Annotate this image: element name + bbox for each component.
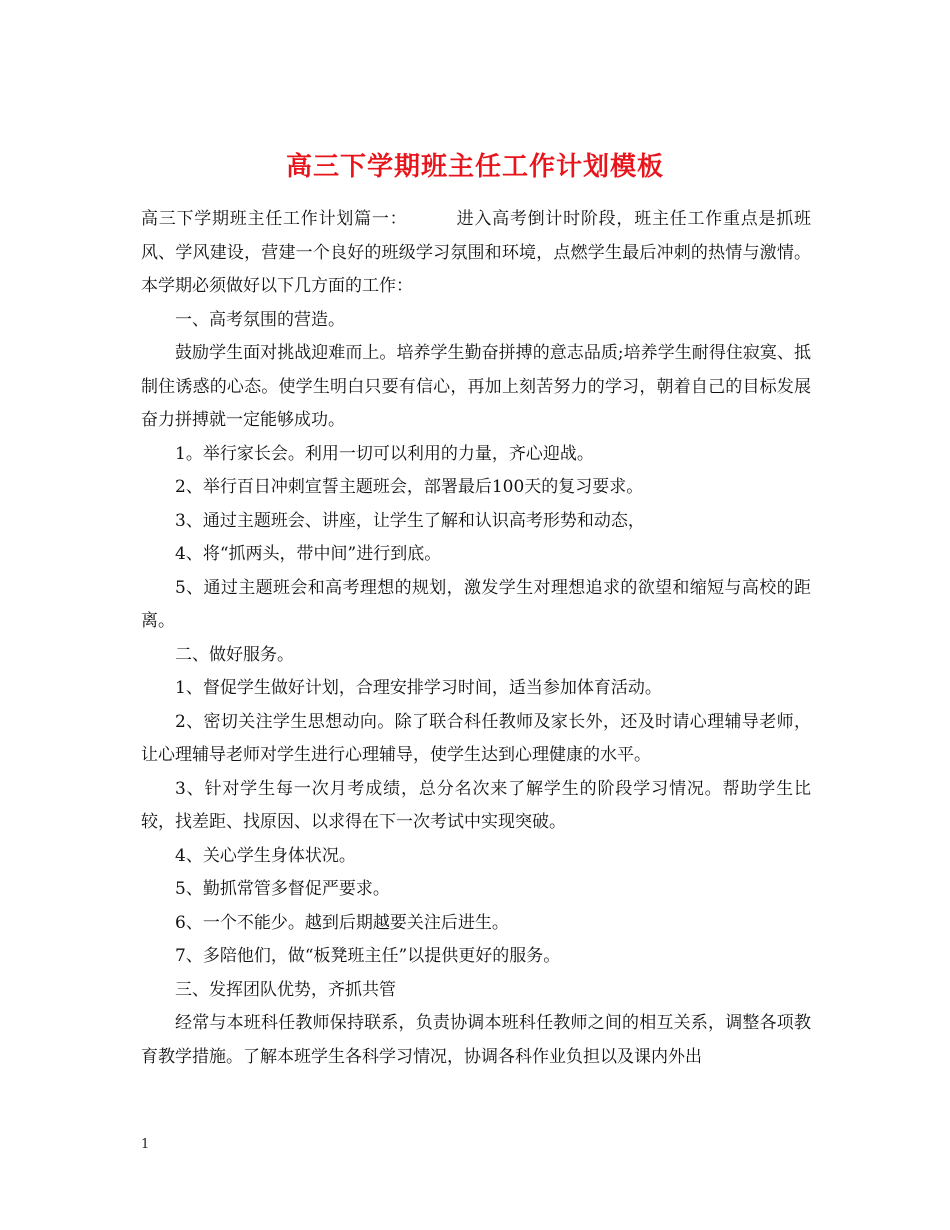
list-item: 4、关心学生身体状况。 (175, 845, 356, 866)
list-item: 5、通过主题班会和高考理想的规划，激发学生对理想追求的欲望和缩短与高校的距离。 (141, 577, 811, 631)
list-item: 4、将“抓两头，带中间”进行到底。 (175, 544, 442, 564)
section-1-paragraph: 鼓励学生面对挑战迎难而上。培养学生勤奋拼搏的意志品质;培养学生耐得住寂寞、抵制住诱惑的心态。使学生明白只要有信心，再加上刻苦努力的学习，朝着自己的目标发展奋力拼搏就一定能够成功。 (141, 343, 811, 430)
list-item: 5、勤抓常管多督促严要求。 (175, 879, 390, 899)
list-item: 1。举行家长会。利用一切可以利用的力量，齐心迎战。 (175, 443, 594, 464)
list-item: 7、多陪他们，做“板凳班主任”以提供更好的服务。 (175, 946, 561, 966)
intro-paragraph: 高三下学期班主任工作计划篇一： 进入高考倒计时阶段，班主任工作重点是抓班风、学风建设，营建一个良好的班级学习氛围和环境，点燃学生最后冲刺的热情与激情。本学期必须做好以下几方面的工作： (141, 209, 811, 296)
list-item: 3、通过主题班会、讲座，让学生了解和认识高考形势和动态， (175, 510, 645, 531)
page-title: 高三下学期班主任工作计划模板 (285, 152, 664, 183)
section-heading-3: 三、发挥团队优势，齐抓共管 (175, 979, 396, 1000)
section-heading-1: 一、高考氛围的营造。 (175, 309, 345, 330)
list-item: 1、督促学生做好计划，合理安排学习时间，适当参加体育活动。 (175, 678, 662, 698)
list-item: 2、举行百日冲刺宣誓主题班会，部署最后100天的复习要求。 (175, 477, 644, 497)
section-heading-2: 二、做好服务。 (175, 644, 294, 665)
list-item: 3、针对学生每一次月考成绩，总分名次来了解学生的阶段学习情况。帮助学生比较，找差距、找原因、以求得在下一次考试中实现突破。 (141, 778, 811, 832)
list-item: 6、一个不能少。越到后期越要关注后进生。 (175, 912, 509, 933)
document-body (141, 203, 811, 1074)
section-3-paragraph: 经常与本班科任教师保持联系，负责协调本班科任教师之间的相互关系，调整各项教育教学措施。了解本班学生各科学习情况，协调各科作业负担以及课内外出 (141, 1013, 811, 1067)
page-number: 1 (141, 1137, 150, 1152)
list-item: 2、密切关注学生思想动向。除了联合科任教师及家长外，还及时请心理辅导老师，让心理辅导老师对学生进行心理辅导，使学生达到心理健康的水平。 (141, 711, 811, 765)
